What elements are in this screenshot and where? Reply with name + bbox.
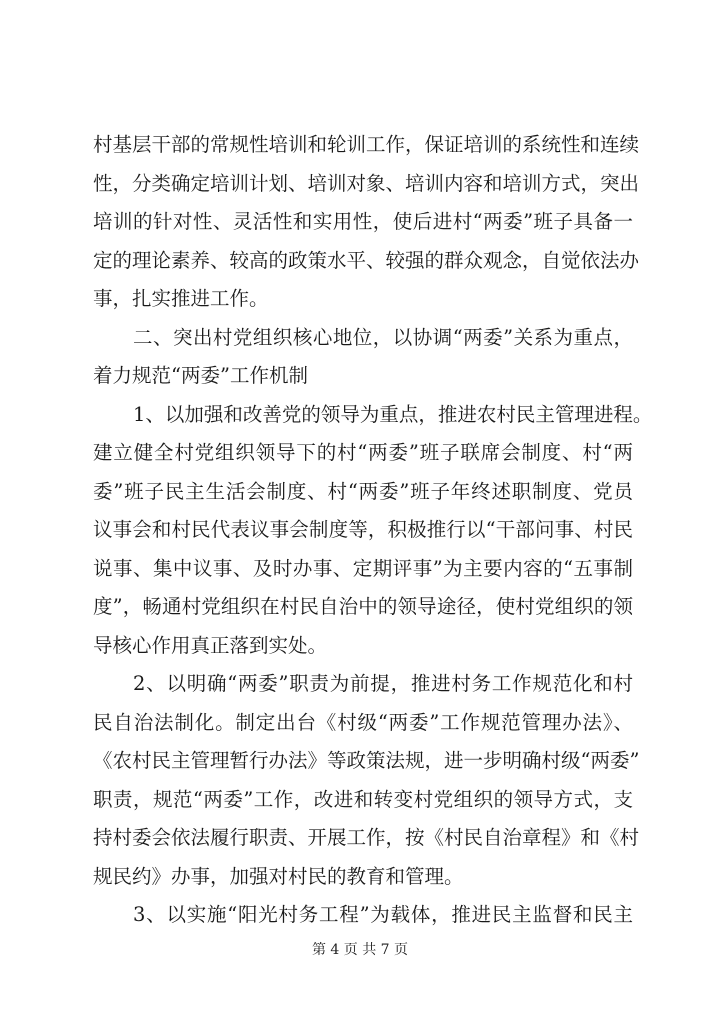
- text-line: 定的理论素养、较高的政策水平、较强的群众观念，自觉依法办: [93, 248, 640, 272]
- text-line: 1、以加强和改善党的领导为重点，推进农村民主管理进程。: [133, 402, 653, 426]
- text-line: 导核心作用真正落到实处。: [93, 633, 328, 657]
- text-line: 性，分类确定培训计划、培训对象、培训内容和培训方式，突出: [93, 171, 640, 195]
- text-line: 委”班子民主生活会制度、村“两委”班子年终述职制度、党员: [93, 479, 633, 503]
- text-line: 村基层干部的常规性培训和轮训工作，保证培训的系统性和连续: [93, 133, 640, 156]
- text-line: 民自治法制化。制定出台《村级“两委”工作规范管理办法》、: [93, 710, 633, 734]
- text-line: 持村委会依法履行职责、开展工作，按《村民自治章程》和《村: [93, 826, 640, 849]
- page-number-footer: 第 4 页 共 7 页: [311, 942, 409, 958]
- text-line: 规民约》办事，加强对村民的教育和管理。: [93, 864, 464, 888]
- text-line: 职责，规范“两委”工作，改进和转变村党组织的领导方式，支: [93, 787, 633, 811]
- text-line: 建立健全村党组织领导下的村“两委”班子联席会制度、村“两: [93, 441, 633, 464]
- section-heading-line: 着力规范“两委”工作机制: [93, 364, 308, 387]
- text-line: 度”，畅通村党组织在村民自治中的领导途径，使村党组织的领: [93, 595, 633, 618]
- text-line: 2、以明确“两委”职责为前提，推进村务工作规范化和村: [133, 672, 633, 695]
- text-line: 说事、集中议事、及时办事、定期评事”为主要内容的“五事制: [93, 556, 633, 580]
- text-line: 议事会和村民代表议事会制度等，积极推行以“干部问事、村民: [93, 518, 633, 541]
- document-body: [93, 126, 653, 935]
- section-heading-line: 二、突出村党组织核心地位，以协调“两委”关系为重点，: [133, 325, 633, 349]
- text-line: 培训的针对性、灵活性和实用性，使后进村“两委”班子具备一: [93, 210, 633, 233]
- text-line: 事，扎实推进工作。: [93, 287, 269, 310]
- text-line: 《农村民主管理暂行办法》等政策法规，进一步明确村级“两委”: [93, 749, 640, 772]
- text-line: 3、以实施“阳光村务工程”为载体，推进民主监督和民主: [133, 903, 633, 926]
